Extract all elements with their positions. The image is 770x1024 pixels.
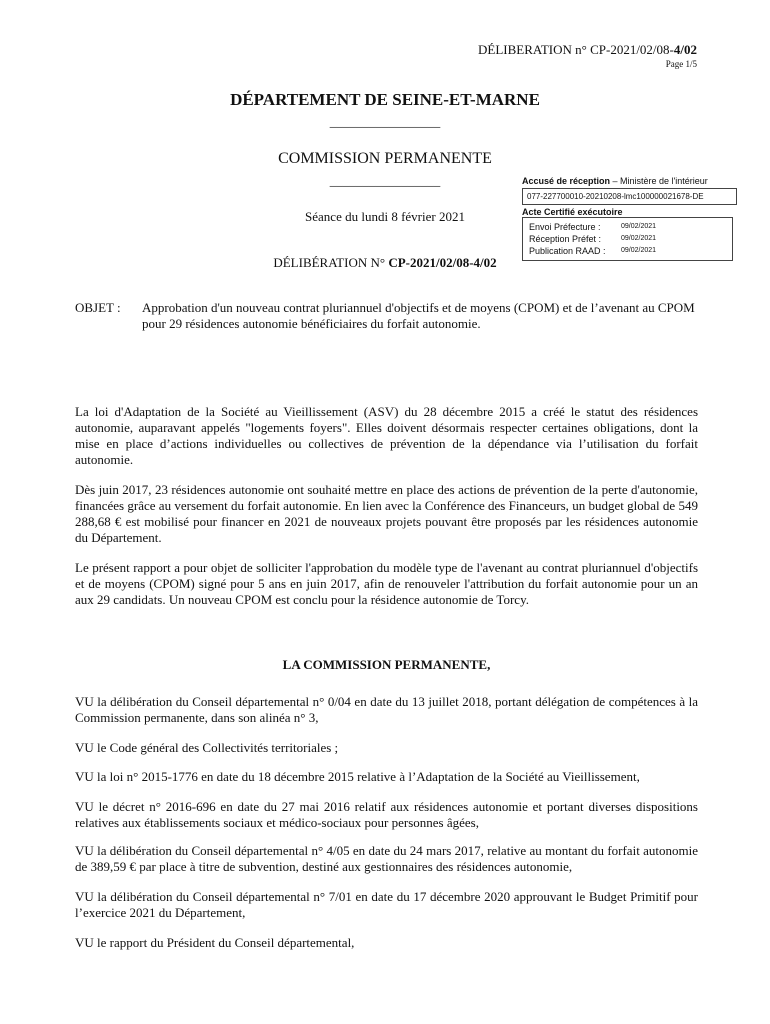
- stamp-row-envoi: [529, 221, 726, 233]
- stamp-row-publication: [529, 245, 726, 257]
- vu-item: VU la délibération du Conseil départemental n° 4/05 en date du 24 mars 2017, relative au montant du forfait autonomie de 389,59 € par place à titre de subvention, destiné aux gestionnaires des résidences autonomie,: [75, 843, 698, 874]
- vu-item: VU la loi n° 2015-1776 en date du 18 décembre 2015 relative à l’Adaptation de la Société au Vieillissement,: [75, 769, 640, 784]
- commission-rule: _________________: [329, 173, 441, 188]
- acte-certifie-title: Acte Certifié exécutoire: [522, 207, 623, 217]
- page-number: Page 1/5: [665, 59, 697, 69]
- stamp-row-label: Publication RAAD :: [529, 246, 606, 256]
- paragraph-report-purpose: Le présent rapport a pour objet de solliciter l'approbation du modèle type de l'avenant au contrat pluriannuel d'objectifs et de moyens (CPOM) signé pour 5 ans en juin 2017, afin de renouveler l'attribution du forfait autonomie pour un an aux 29 candidats. Un nouveau CPOM est conclu pour la résidence autonomie de Torcy.: [75, 560, 698, 607]
- vu-item: VU la délibération du Conseil départemental n° 0/04 en date du 13 juillet 2018, portant délégation de compétences à la Commission permanente, dans son alinéa n° 3,: [75, 694, 698, 725]
- objet-text: Approbation d'un nouveau contrat pluriannuel d'objectifs et de moyens (CPOM) et de l’avenant au CPOM pour 29 résidences autonomie bénéficiaires du forfait autonomie.: [142, 300, 695, 331]
- title-rule: _________________: [329, 114, 441, 129]
- vu-item: VU la délibération du Conseil départemental n° 7/01 en date du 17 décembre 2020 approuvant le Budget Primitif pour l’exercice 2021 du Département,: [75, 889, 698, 920]
- accuse-id: 077-227700010-20210208-lmc100000021678-DE: [522, 188, 737, 205]
- accuse-reception: [522, 176, 747, 186]
- stamp-row-reception: [529, 233, 726, 245]
- objet-section: [75, 300, 700, 332]
- vu-item: VU le décret n° 2016-696 en date du 27 mai 2016 relatif aux résidences autonomie et portant diverses dispositions relatives aux établissements sociaux et médico-sociaux pour personnes âgées,: [75, 799, 698, 830]
- reception-stamp: [522, 176, 747, 261]
- stamp-row-value: 09/02/2021: [621, 223, 657, 230]
- stamp-row-label: Envoi Préfecture :: [529, 222, 601, 232]
- delib-prefix: DÉLIBÉRATION N°: [273, 255, 389, 270]
- stamp-row-value: 09/02/2021: [621, 247, 657, 254]
- paragraph-asv-law: La loi d'Adaptation de la Société au Vieillissement (ASV) du 28 décembre 2015 a créé le statut des résidences autonomie, auparavant appelés "logements foyers". Elles doivent désormais respecter certaines obligations, dont la mise en place d’actions individuelles ou collectives de prévention de la dépendance via l’utilisation du forfait autonomie.: [75, 404, 698, 467]
- objet-label: OBJET :: [75, 300, 121, 315]
- paragraph-prevention-actions: Dès juin 2017, 23 résidences autonomie ont souhaité mettre en place des actions de prévention de la perte d'autonomie, financées grâce au versement du forfait autonomie. En lien avec la Conférence des Financeurs, un budget global de 549 288,68 € est mobilisé pour financer en 2021 de nouveaux projets pouvant être proposés par les résidences autonomie du Département.: [75, 482, 698, 545]
- reference-number: 4/02: [673, 42, 697, 57]
- delib-number: CP-2021/02/08-4/02: [388, 255, 497, 270]
- vu-item: VU le Code général des Collectivités territoriales ;: [75, 740, 339, 755]
- stamp-row-value: 09/02/2021: [621, 235, 657, 242]
- accuse-label: Accusé de réception: [522, 176, 611, 186]
- deliberation-reference: [478, 42, 697, 58]
- stamp-row-label: Réception Préfet :: [529, 234, 602, 244]
- reference-prefix: DÉLIBERATION n° CP-2021/02/08-: [478, 42, 674, 57]
- commission-title: COMMISSION PERMANENTE: [278, 150, 492, 167]
- department-title: DÉPARTEMENT DE SEINE-ET-MARNE: [230, 90, 540, 109]
- acte-dates-box: [522, 217, 733, 261]
- commission-permanente-heading: LA COMMISSION PERMANENTE,: [282, 657, 491, 672]
- accuse-ministry: – Ministère de l'intérieur: [610, 176, 708, 186]
- seance-date: Séance du lundi 8 février 2021: [305, 209, 465, 224]
- vu-item: VU le rapport du Président du Conseil départemental,: [75, 935, 355, 950]
